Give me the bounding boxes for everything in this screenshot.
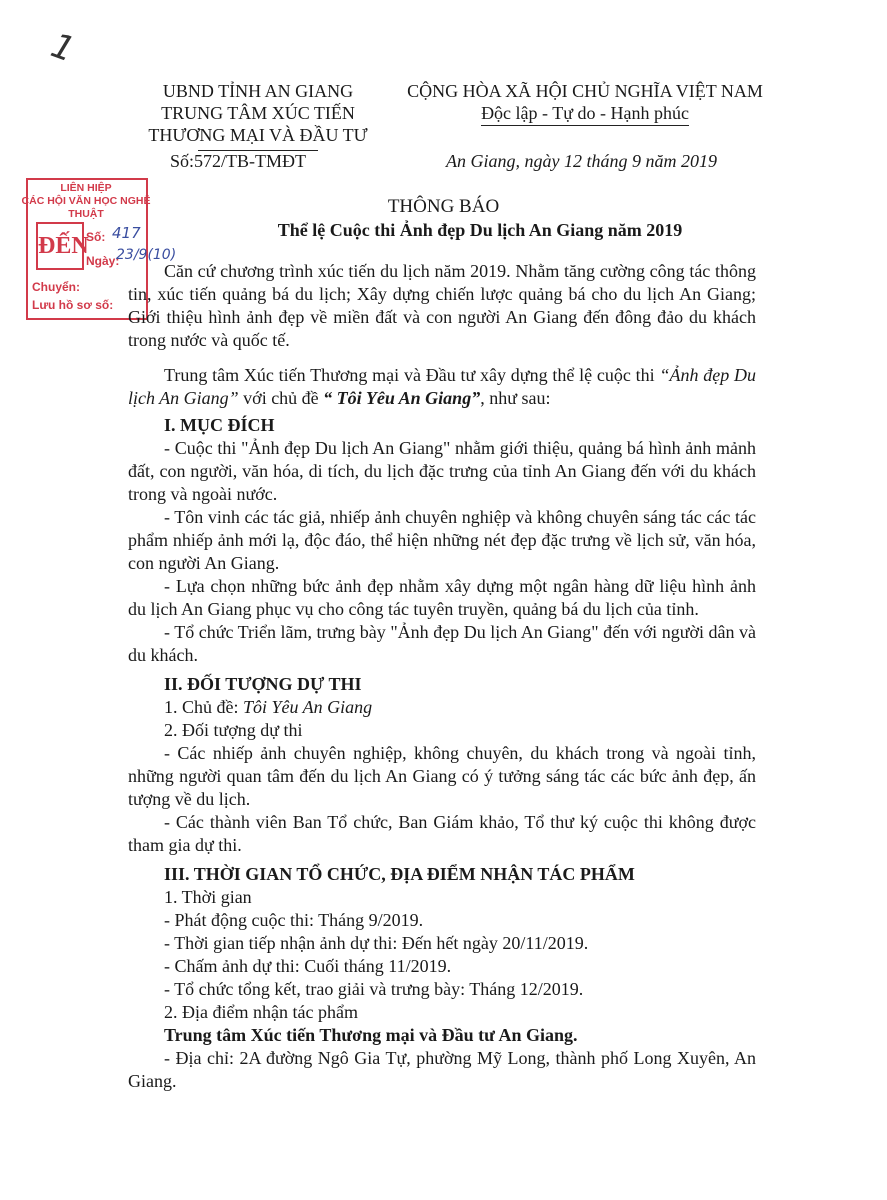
theme-value: Tôi Yêu An Giang [243,697,373,717]
contest-name: “Ảnh đẹp Du lịch An Giang” [128,365,756,408]
theme-label: 1. Chủ đề: [164,697,243,717]
motto: Độc lập - Tự do - Hạnh phúc [481,102,689,126]
intro-paragraph-2 [128,364,756,410]
time-item-1: - Phát động cuộc thi: Tháng 9/2019. [164,910,424,930]
document-title: THÔNG BÁO [387,196,500,217]
intro-p2-text-e: , như sau: [480,388,551,408]
section-2-theme [128,696,756,719]
section-1-item-4: - Tổ chức Triển lãm, trưng bày "Ảnh đẹp Du lịch An Giang" đến với người dân và du khách. [128,622,756,665]
intro-paragraph-1: Căn cứ chương trình xúc tiến du lịch năm 2019. Nhằm tăng cường công tác thông tin, xúc tiến quảng bá du lịch; Xây dựng chiến lược quảng bá cho du lịch An Giang; Giới thiệu hình ảnh đẹp về miền đất và con người An Giang đến đông đảo du khách trong nước và quốc tế. [128,261,756,350]
section-3-subheading-1: 1. Thời gian [164,887,252,907]
stamp-ngay-label: Ngày: [86,254,120,268]
document-subtitle: Thể lệ Cuộc thi Ảnh đẹp Du lịch An Giang năm 2019 [277,220,683,240]
issuer-province: UBND TỈNH AN GIANG [162,81,354,101]
stamp-org-line1: LIÊN HIỆP [60,182,112,194]
stamp-chuyen-label: Chuyển: [32,280,80,294]
document-body [128,260,756,1093]
issuer-center: TRUNG TÂM XÚC TIẾN [161,103,355,123]
stamp-org-line2: CÁC HỘI VĂN HỌC NGHỆ THUẬT [21,195,151,220]
stamp-luu-label: Lưu hồ sơ số: [32,298,114,312]
submission-address: - Địa chỉ: 2A đường Ngô Gia Tự, phường Mỹ Long, thành phố Long Xuyên, An Giang. [128,1048,756,1091]
time-item-2: - Thời gian tiếp nhận ảnh dự thi: Đến hết ngày 20/11/2019. [164,933,589,953]
time-item-4: - Tổ chức tổng kết, trao giải và trưng bày: Tháng 12/2019. [164,979,584,999]
issuer-block [118,80,398,151]
section-2-heading: II. ĐỐI TƯỢNG DỰ THI [164,674,362,694]
intro-p2-text-c: với chủ đề [238,388,324,408]
contest-theme: “ Tôi Yêu An Giang” [323,388,481,408]
section-2-subheading: 2. Đối tượng dự thi [164,720,303,740]
country-name: CỘNG HÒA XÃ HỘI CHỦ NGHĨA VIỆT NAM [407,81,763,101]
national-motto-block [380,80,790,126]
section-1-item-2: - Tôn vinh các tác giả, nhiếp ảnh chuyên nghiệp và không chuyên sáng tác các tác phẩm nhiếp ảnh mới lạ, độc đáo, thể hiện những nét đẹp đặc trưng về lịch sử, văn hóa, con người An Giang. [128,507,756,573]
time-item-3: - Chấm ảnh dự thi: Cuối tháng 11/2019. [164,956,452,976]
handwritten-page-mark: 1 [45,25,80,71]
stamp-so-label: Số: [86,230,106,244]
section-2-item-1: - Các nhiếp ảnh chuyên nghiệp, không chuyên, du khách trong và ngoài tỉnh, những người quan tâm đến du lịch An Giang có ý tưởng sáng tác các bức ảnh đẹp, ấn tượng về du lịch. [128,743,756,809]
issuer-department: THƯƠNG MẠI VÀ ĐẦU TƯ [148,125,368,145]
section-3-subheading-2: 2. Địa điểm nhận tác phẩm [164,1002,358,1022]
issue-date: An Giang, ngày 12 tháng 9 năm 2019 [446,151,717,171]
section-1-item-3: - Lựa chọn những bức ảnh đẹp nhằm xây dựng một ngân hàng dữ liệu hình ảnh du lịch An Giang phục vụ cho công tác tuyên truyền, quảng bá du lịch của tỉnh. [128,576,756,619]
section-2-item-2: - Các thành viên Ban Tổ chức, Ban Giám khảo, Tổ thư ký cuộc thi không được tham gia dự thi. [128,812,756,855]
stamp-so-value: 417 [112,224,141,242]
section-3-heading: III. THỜI GIAN TỔ CHỨC, ĐỊA ĐIỂM NHẬN TÁC PHẨM [164,864,635,884]
stamp-ngay-value: 23/9(10) [116,247,177,263]
section-1-heading: I. MỤC ĐÍCH [164,415,275,435]
intro-p2-text-a: Trung tâm Xúc tiến Thương mại và Đầu tư xây dựng thể lệ cuộc thi [164,365,660,385]
submission-place: Trung tâm Xúc tiến Thương mại và Đầu tư An Giang. [164,1025,578,1045]
document-number: Số:572/TB-TMĐT [170,151,307,171]
stamp-den-box: ĐẾN [36,222,84,270]
section-1-item-1: - Cuộc thi "Ảnh đẹp Du lịch An Giang" nhằm giới thiệu, quảng bá hình ảnh mảnh đất, con người, văn hóa, di tích, du lịch đặc trưng của tỉnh An Giang đến với du khách trong và ngoài nước. [128,438,756,504]
